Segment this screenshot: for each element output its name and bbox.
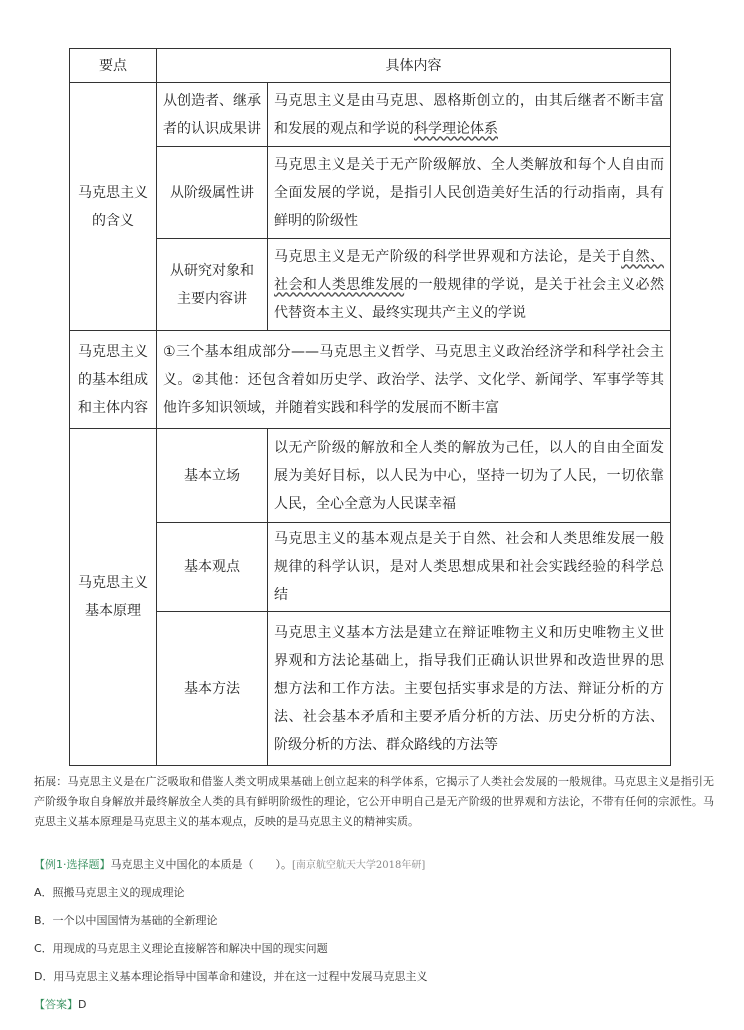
answer-value: D: [78, 998, 87, 1011]
components-title-line3: 和主体内容: [78, 399, 148, 416]
principles-aspect-3: 基本方法: [157, 612, 268, 766]
meaning-content-3-tail: 的一般规律的学说，是关于社会主义必然代替资本主义、最终实现共产主义的学说: [274, 276, 665, 321]
meaning-aspect-3-line1: 从研究对象和: [170, 262, 254, 279]
principles-title-line2: 基本原理: [85, 603, 141, 619]
meaning-aspect-1-line1: 从创造者、继承: [163, 92, 261, 109]
option-d: D．用马克思主义基本理论指导中国革命和建设，并在这一过程中发展马克思主义: [34, 970, 428, 983]
meaning-title-line2: 的含义: [92, 212, 134, 229]
components-title-line1: 马克思主义: [78, 343, 148, 360]
principles-content-1: 以无产阶级的解放和全人类的解放为己任，以人的自由全面发展为美好目标，以人民为中心，坚持一切为了人民，一切依靠人民，全心全意为人民谋幸福: [268, 429, 671, 523]
principles-aspect-1: 基本立场: [157, 429, 268, 523]
question-stem-line: [34, 856, 724, 875]
meaning-aspect-2-line1: 从阶级属性讲: [170, 184, 254, 201]
components-content: ①三个基本组成部分——马克思主义哲学、马克思主义政治经济学和科学社会主义。②其他：还包含着如历史学、政治学、法学、文化学、新闻学、军事学等其他许多知识领域，并随着实践和科学的发展而不断丰富: [157, 331, 671, 429]
meaning-content-1: [268, 83, 671, 147]
option-b: B．一个以中国国情为基础的全新理论: [34, 914, 218, 927]
principles-title: [70, 429, 157, 766]
meaning-content-1-text: 马克思主义是由马克思、恩格斯创立的，由其后继者不断丰富和发展的观点和学说的: [274, 92, 664, 137]
meaning-title-line1: 马克思主义: [78, 184, 148, 201]
principles-content-3: 马克思主义基本方法是建立在辩证唯物主义和历史唯物主义世界观和方法论基础上，指导我们正确认识世界和改造世界的思想方法和工作方法。主要包括实事求是的方法、辩证分析的方法、社会基本矛盾和主要矛盾分析的方法、历史分析的方法、阶级分析的方法、群众路线的方法等: [268, 612, 671, 766]
principles-content-2: 马克思主义的基本观点是关于自然、社会和人类思维发展一般规律的科学认识，是对人类思想成果和社会实践经验的科学总结: [268, 523, 671, 612]
principles-aspect-2: 基本观点: [157, 523, 268, 612]
extension-note: 拓展：马克思主义是在广泛吸取和借鉴人类文明成果基础上创立起来的科学体系，它揭示了人类社会发展的一般规律。马克思主义是指引无产阶级争取自身解放并最终解放全人类的具有鲜明阶级性的理论，它公开申明自己是无产阶级的世界观和方法论，不带有任何的宗派性。马克思主义基本原理是马克思主义的基本观点，反映的是马克思主义的精神实质。: [34, 775, 714, 828]
components-title-line2: 的基本组成: [78, 371, 148, 388]
question-tag: 【例1·选择题】: [34, 858, 111, 871]
meaning-content-3-text: 马克思主义是无产阶级的科学世界观和方法论，是关于: [274, 248, 622, 265]
answer-line: [34, 996, 724, 1014]
question-stem: 马克思主义中国化的本质是（ ）。: [110, 858, 292, 871]
components-title: [70, 331, 157, 429]
meaning-content-2: [268, 147, 671, 239]
meaning-content-1-underlined: 科学理论体系: [414, 120, 498, 137]
meaning-content-3-underlined: 自然、社会和人类思维发展: [274, 248, 665, 293]
principles-title-line1: 马克思主义: [78, 575, 148, 591]
answer-tag: 【答案】: [34, 998, 78, 1011]
meaning-content-3: [268, 239, 671, 331]
meaning-aspect-3: [157, 239, 268, 331]
knowledge-table: [69, 48, 671, 766]
option-a: A．照搬马克思主义的现成理论: [34, 886, 185, 899]
option-c: C．用现成的马克思主义理论直接解答和解决中国的现实问题: [34, 942, 328, 955]
meaning-aspect-2: [157, 147, 268, 239]
meaning-aspect-1-line2: 者的认识成果讲: [163, 120, 261, 137]
header-content: 具体内容: [157, 49, 671, 83]
meaning-content-2-text: 马克思主义是关于无产阶级解放、全人类解放和每个人自由而全面发展的学说，是指引人民创造美好生活的行动指南，具有鲜明的阶级性: [274, 156, 664, 229]
meaning-title: [70, 83, 157, 331]
header-key-point: 要点: [70, 49, 157, 83]
question-source: [南京航空航天大学2018年研]: [292, 860, 426, 871]
meaning-aspect-1: [157, 83, 268, 147]
meaning-aspect-3-line2: 主要内容讲: [177, 290, 247, 307]
